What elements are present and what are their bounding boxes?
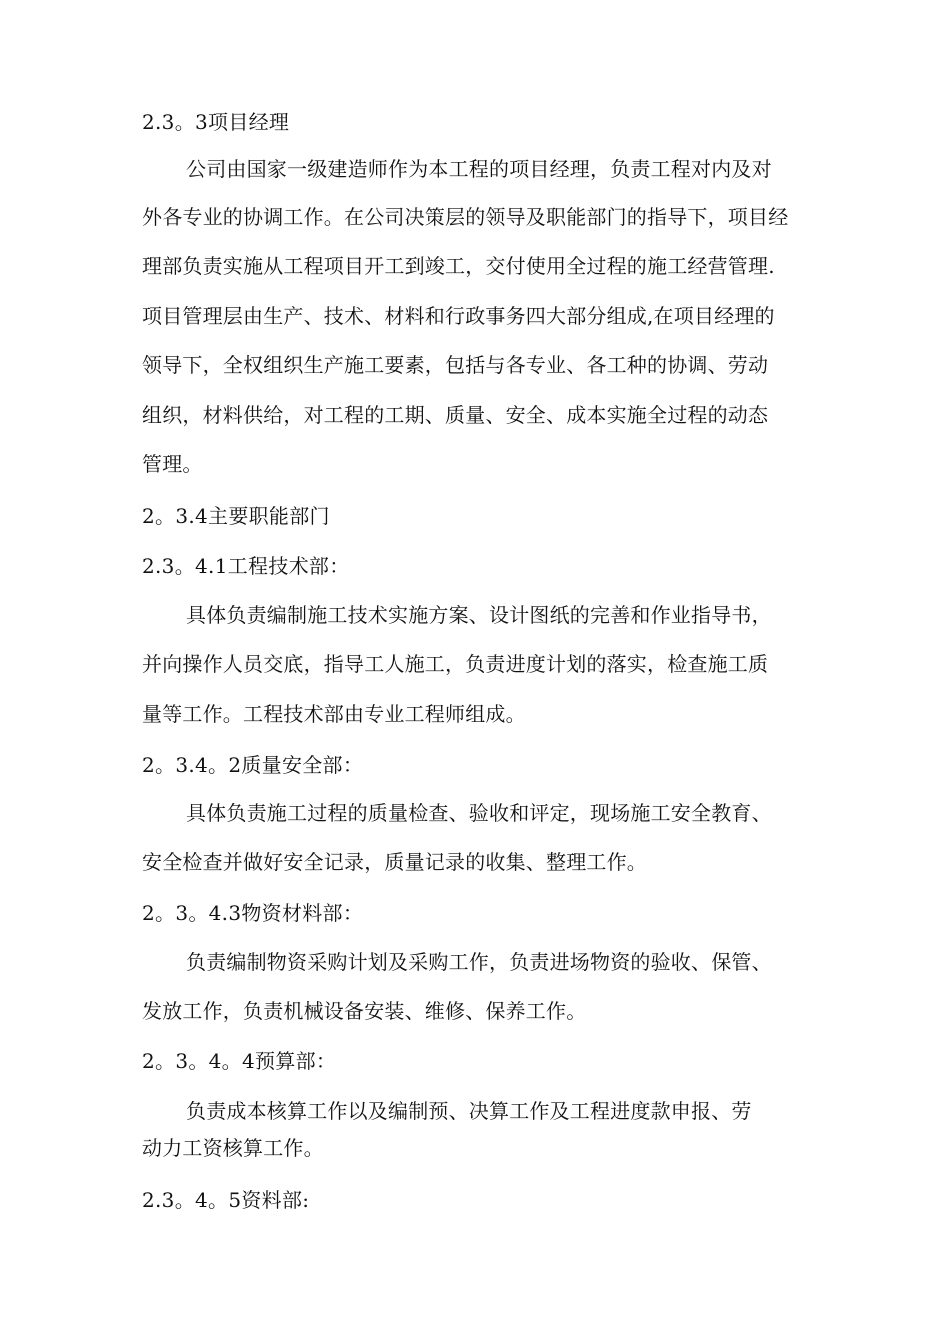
paragraph-line: 管理。 [142,452,203,476]
paragraph-line: 量等工作。工程技术部由专业工程师组成。 [142,702,526,726]
paragraph-line: 负责编制物资采购计划及采购工作，负责进场物资的验收、保管、 [186,950,772,974]
paragraph-line: 安全检查并做好安全记录，质量记录的收集、整理工作。 [142,850,647,874]
paragraph-line: 组织，材料供给，对工程的工期、质量、安全、成本实施全过程的动态 [142,403,769,427]
paragraph-line: 具体负责编制施工技术实施方案、设计图纸的完善和作业指导书， [186,603,772,627]
section-heading-2-3-4-3: 2。3。4.3物资材料部： [142,901,364,925]
paragraph-line: 外各专业的协调工作。在公司决策层的领导及职能部门的指导下，项目经 [142,205,789,229]
section-heading-2-3-4: 2。3.4主要职能部门 [142,504,330,528]
paragraph-line: 发放工作，负责机械设备安装、维修、保养工作。 [142,999,587,1023]
paragraph-line: 并向操作人员交底，指导工人施工，负责进度计划的落实，检查施工质 [142,652,769,676]
paragraph-line: 理部负责实施从工程项目开工到竣工，交付使用全过程的施工经营管理. [142,254,775,278]
paragraph-line: 领导下，全权组织生产施工要素，包括与各专业、各工种的协调、劳动 [142,353,769,377]
paragraph-line: 具体负责施工过程的质量检查、验收和评定，现场施工安全教育、 [186,801,772,825]
section-heading-2-3-4-5: 2.3。4。5资料部: [142,1188,310,1212]
paragraph-line: 项目管理层由生产、技术、材料和行政事务四大部分组成,在项目经理的 [142,304,775,328]
section-heading-2-3-4-2: 2。3.4。2质量安全部： [142,753,364,777]
paragraph-line: 负责成本核算工作以及编制预、决算工作及工程进度款申报、劳 [186,1099,752,1123]
paragraph-line: 动力工资核算工作。 [142,1136,324,1160]
section-heading-2-3-4-4: 2。3。4。4预算部： [142,1049,337,1073]
section-heading-2-3-3: 2.3。3项目经理 [142,110,290,134]
paragraph-line: 公司由国家一级建造师作为本工程的项目经理，负责工程对内及对 [186,157,772,181]
section-heading-2-3-4-1: 2.3。4.1工程技术部： [142,554,350,578]
